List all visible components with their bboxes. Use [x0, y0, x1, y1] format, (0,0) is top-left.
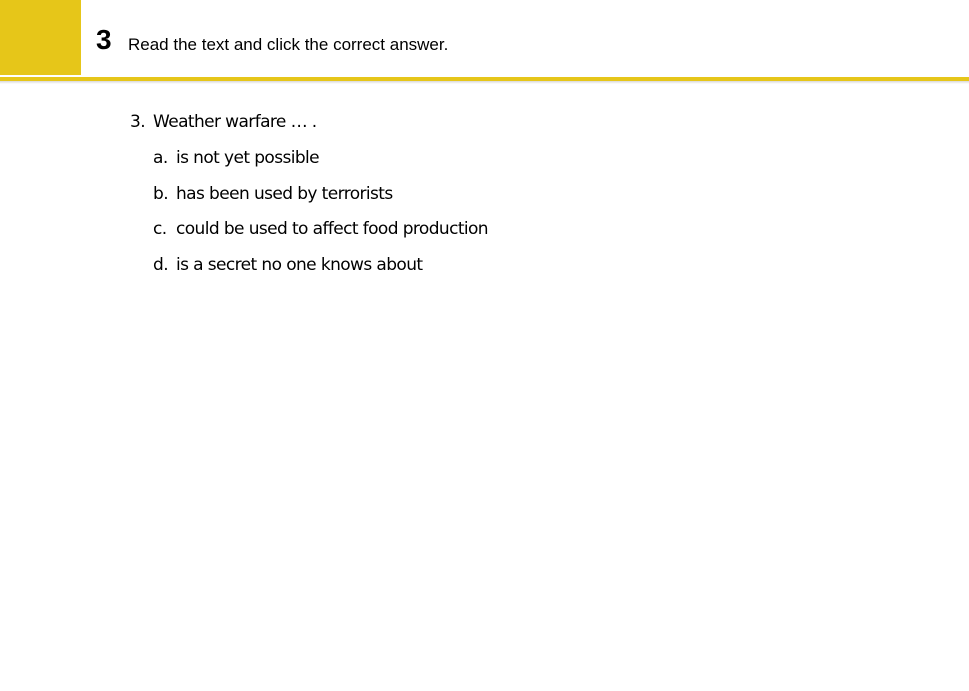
- header-accent-block: [0, 0, 81, 75]
- option-letter: d.: [153, 255, 168, 276]
- header-divider-shadow: [0, 81, 969, 84]
- option-letter: b.: [153, 183, 168, 204]
- exercise-header: [0, 0, 969, 78]
- answer-options: [153, 146, 488, 289]
- question-text: Weather warfare … .: [153, 112, 317, 132]
- answer-option-b[interactable]: [153, 182, 488, 218]
- option-text: could be used to affect food production: [176, 219, 488, 240]
- option-text: is not yet possible: [176, 148, 320, 168]
- question: [130, 110, 317, 134]
- answer-option-d[interactable]: [153, 253, 488, 289]
- question-number: 3.: [130, 112, 146, 132]
- answer-option-c[interactable]: [153, 217, 488, 253]
- option-text: has been used by terrorists: [176, 183, 393, 204]
- option-letter: a.: [153, 148, 168, 168]
- option-text: is a secret no one knows about: [176, 255, 423, 276]
- task-instruction: Read the text and click the correct answer.: [128, 35, 449, 54]
- task-number: 3: [96, 24, 112, 55]
- answer-option-a[interactable]: [153, 146, 488, 182]
- option-letter: c.: [153, 219, 167, 240]
